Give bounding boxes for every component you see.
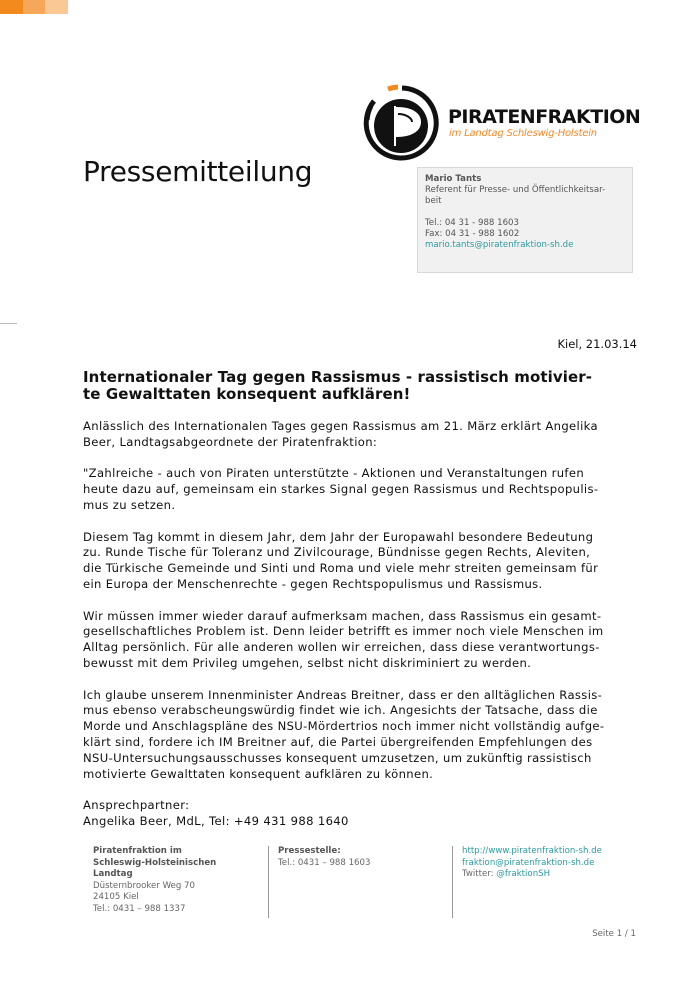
paragraph [83,466,639,513]
page-title: Pressemitteilung [83,155,313,188]
text-line: heute dazu auf, gemeinsam ein starkes Signal gegen Rassismus und Rechtspopulis- [83,482,599,497]
twitter-label: Twitter: [462,869,497,879]
footer [84,846,640,918]
top-color-strip [0,0,68,14]
footer-press-label: Pressestelle: [278,846,341,856]
text-line: NSU-Untersuchungsausschusses konsequent umzusetzen, um zukünftig rassistisch [83,750,592,765]
fold-mark [0,323,17,324]
paragraph [83,688,639,783]
body-text [83,419,639,846]
text-line: "Zahlreiche - auch von Piraten unterstützte - Aktionen und Veranstaltungen rufen [83,466,585,481]
brand-name: PIRATENFRAKTION [448,106,641,128]
page-number: Seite 1 / 1 [592,929,636,939]
footer-org-name: Piratenfraktion im [93,846,182,856]
text-line: Anlässlich des Internationalen Tages gegen Rassismus am 21. März erklärt Angelika [83,419,598,433]
text-line: Morde und Anschlagspläne des NSU-Mördertrios noch immer nicht vollständig aufge- [83,719,605,734]
footer-tel: Tel.: 0431 – 988 1337 [93,903,186,914]
footer-divider [268,846,269,918]
text-line: mus ebenso verabscheungswürdig findet wie ich. Angesichts der Tatsache, dass die [83,703,598,718]
contact-role-line: beit [425,196,442,206]
pirate-sail-icon [362,84,442,168]
footer-links [462,846,640,881]
text-line: Beer, Landtagsabgeordnete der Piratenfraktion: [83,434,378,449]
paragraph [83,530,639,593]
footer-street: Düsternbrooker Weg 70 [93,880,195,891]
contact-tel: Tel.: 04 31 - 988 1603 [425,218,519,228]
paragraph [83,419,639,451]
footer-org-name: Landtag [93,869,133,879]
contact-box [417,167,633,273]
text-line: motivierte Gewalttaten konsequent aufklären zu können. [83,766,434,781]
text-line: ein Europa der Menschenrechte - gegen Rechtspopulismus und Rassismus. [83,576,543,591]
brand-subtitle: im Landtag Schleswig-Holstein [449,128,597,139]
text-line: bewusst mit dem Privileg umgehen, selbst nicht diskriminiert zu werden. [83,655,532,670]
text-line: die Türkische Gemeinde und Sinti und Roma und viele mehr streiten gemeinsam für [83,561,599,576]
headline-line: te Gewalttaten konsequent aufklären! [83,385,411,403]
paragraph [83,609,639,672]
contact-name: Mario Tants [425,174,482,184]
contact-email-link[interactable]: mario.tants@piratenfraktion-sh.de [425,240,574,250]
footer-city: 24105 Kiel [93,892,139,902]
text-line: klärt sind, fordere ich IM Breitner auf, die Partei übergreifenden Empfehlungen des [83,734,593,749]
headline [83,369,638,403]
text-line: gesellschaftliches Problem ist. Denn leider betrifft es immer noch viele Menschen im [83,624,604,639]
contact-fax: Fax: 04 31 - 988 1602 [425,229,520,239]
text-line: Angelika Beer, MdL, Tel: +49 431 988 1640 [83,813,349,828]
email-link[interactable]: fraktion@piratenfraktion-sh.de [462,857,595,868]
footer-address [93,846,263,915]
footer-divider [452,846,453,918]
footer-press-tel: Tel.: 0431 – 988 1603 [278,857,371,868]
date-line: Kiel, 21.03.14 [557,337,637,351]
text-line: mus zu setzen. [83,497,176,512]
text-line: Ansprechpartner: [83,798,190,813]
contact-role-line: Referent für Presse- und Öffentlichkeitsar- [425,185,606,195]
text-line: Ich glaube unserem Innenminister Andreas Breitner, dass er den alltäglichen Rassis- [83,687,603,702]
text-line: Diesem Tag kommt in diesem Jahr, dem Jahr der Europawahl besondere Bedeutung [83,529,594,544]
text-line: zu. Runde Tische für Toleranz und Zivilcourage, Bündnisse gegen Rechts, Aleviten, [83,545,591,560]
twitter-link[interactable]: @fraktionSH [496,869,551,879]
headline-line: Internationaler Tag gegen Rassismus - rassistisch motivier- [83,368,593,386]
website-link[interactable]: http://www.piratenfraktion-sh.de [462,846,602,856]
footer-press [278,846,448,869]
text-line: Wir müssen immer wieder darauf aufmerksam machen, dass Rassismus ein gesamt- [83,608,602,623]
piratenfraktion-logo [362,84,642,168]
text-line: Alltag persönlich. Für alle anderen wollen wir erreichen, dass diese verantwortungs- [83,640,600,655]
footer-org-name: Schleswig-Holsteinischen [93,857,217,868]
paragraph [83,798,639,830]
